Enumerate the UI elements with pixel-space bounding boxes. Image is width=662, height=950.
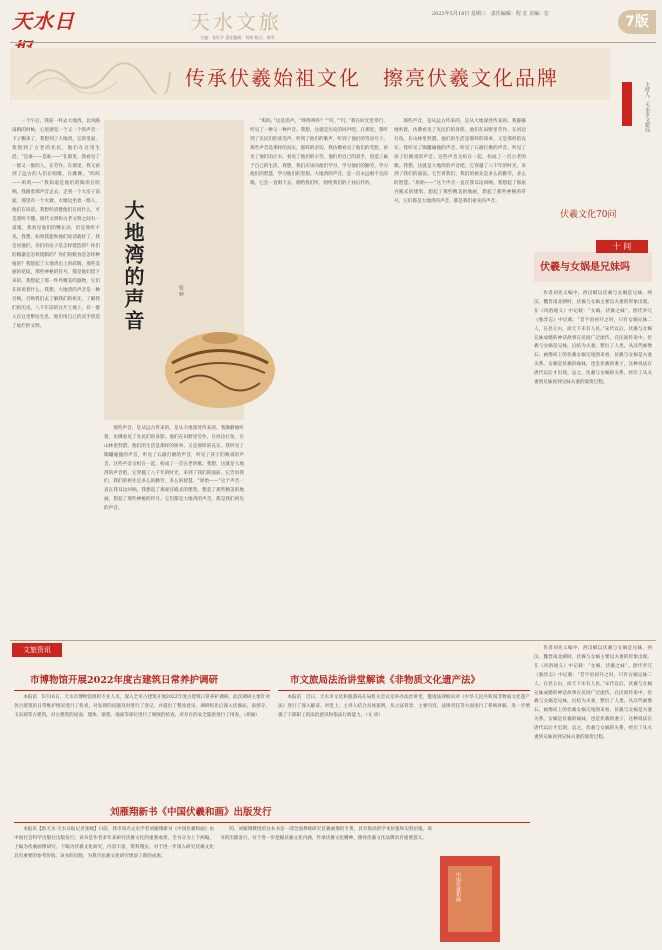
page-number-badge: 7版	[618, 10, 656, 34]
right-article-continued	[534, 645, 652, 945]
news-headline-2: 市文旅局法治讲堂解读《非物质文化遗产法》	[290, 675, 481, 686]
news-section-tag: 文旅资讯	[12, 643, 62, 657]
right-section-title: 伏羲文化70问	[560, 210, 617, 220]
news-text-4	[220, 826, 432, 944]
news-text-4-body: 的，刘雁翔教授的这本书是一部全面系统研究伏羲画像的专著，具有很高的学术价值和史料价值。该书的出版发行，对于进一步挖掘伏羲文化内涵，传承伏羲文化精神，擦亮伏羲文化品牌具有重要意义。	[220, 827, 432, 841]
editor-credits: 责任编辑：程 宏 美编：宏	[490, 11, 550, 17]
header-date-editors	[432, 10, 622, 17]
banner-title: 传承伏羲始祖文化 擦亮伏羲文化品牌	[185, 66, 559, 90]
column-red-mark	[622, 82, 632, 126]
article-col-1	[12, 118, 100, 638]
article-col-4	[394, 118, 526, 638]
right-article-text: 作者刘先义编中，西汉赋以伏羲与女娲是兄妹，两汉、魏晋南北朝时，伏羲与女娲主要以夫妻的形象出现。在《风俗通义》中记载：“女娲，伏羲之妹”。唐代李冗《独异志》中记载：“昔宇宙初开之时，只有女娲兄妹二人，在昆仑山，而天下未有人民。”宋代以后，伏羲与女娲兄妹成婚的神话故事在民间广泛流传。在民间传说中，伏羲与女娲是兄妹，后结为夫妻，繁衍了人类。从汉代画像石、画像砖上的伏羲女娲交尾图来看，伏羲与女娲是夫妻关系。女娲是伏羲的妹妹，也是伏羲的妻子，这种说法在唐代以后才出现。总之，伏羲与女娲的关系，经历了从夫妻到兄妹再到兄妹夫妻的演变过程。	[534, 291, 652, 386]
feature-title: 大地湾的声音	[121, 200, 145, 332]
article-col-3	[250, 118, 388, 638]
right-headline: 伏羲与女娲是兄妹吗	[540, 262, 630, 273]
right-article-continued-text: 作者刘先义编中，西汉赋以伏羲与女娲是兄妹，两汉、魏晋南北朝时，伏羲与女娲主要以夫妻的形象出现。在《风俗通义》中记载：“女娲，伏羲之妹”。唐代李冗《独异志》中记载：“昔宇宙初开之时，只有女娲兄妹二人，在昆仑山，而天下未有人民。”宋代以后，伏羲与女娲兄妹成婚的神话故事在民间广泛流传。在民间传说中，伏羲与女娲是兄妹，后结为夫妻，繁衍了人类。从汉代画像石、画像砖上的伏羲女娲交尾图来看，伏羲与女娲是夫妻关系。女娲是伏羲的妹妹，也是伏羲的妻子，这种说法在唐代以后才出现。总之，伏羲与女娲的关系，经历了从夫妻到兄妹再到兄妹夫妻的演变过程。	[534, 646, 652, 741]
article-col-4-text: 那些声音，是从远古传来的，是从大地深处传来的。我静静地听着，仿佛看见了先民们的身影。他们在田野里劳作，在河边打鱼，在山林里狩猎。他们的生活是那样的简单，又是那样的充实。我听见了陶罐碰撞的声音，听见了石器打磨的声音，听见了孩子们嬉戏的声音。这些声音交织在一起，构成了一首古老的歌。我想，这就是大地湾的声音吧。它穿越了八千年的时光，来到了我们的面前。它告诉我们，我们的祖先是多么的勤劳，多么的智慧。“原始——”这个声音一直在我耳边回响。我想起了那座宫殿式的建筑，想起了那些精美的地画，想起了那些神秘的符号。它们都是大地湾的声音，都是我们祖先的声音。	[394, 119, 526, 205]
headline-2-rule	[278, 690, 530, 691]
masthead-logo: 天水日	[12, 9, 75, 33]
news-headline-3: 刘雁翔新书《中国伏羲和画》出版发行	[110, 807, 272, 818]
article-col-2-text: 那些声音，是从远古传来的，是从大地深处传来的。我静静地听着，仿佛看见了先民们的身影。他们在田野里劳作，在河边打鱼，在山林里狩猎。他们的生活是那样的简单，又是那样的充实。我听见了陶罐碰撞的声音，听见了石器打磨的声音，听见了孩子们嬉戏的声音。这些声音交织在一起，构成了一首古老的歌。我想，这就是大地湾的声音吧。它穿越了八千年的时光，来到了我们的面前。它告诉我们，我们的祖先是多么的勤劳，多么的智慧。“原始——”这个声音一直在我耳边回响。我想起了那座宫殿式的建筑，想起了那些精美的地画，想起了那些神秘的符号。它们都是大地湾的声音，都是我们祖先的声音。	[104, 426, 244, 512]
news-text-3-body: 本报讯【新天水·天水日报记者张峻】日前，我市知名文史学者刘雁翔新书《中国伏羲和画》由中国社会科学出版社出版发行。该书是作者多年来研究伏羲文化的重要成果，全书分为上下两编，上编为伏羲画像研究，下编为伏羲文化研究，内容丰富，资料翔实，对于进一步深入研究伏羲文化具有重要的参考价值。该书的出版，为我市伏羲文化研究增添了新的成果。	[14, 827, 214, 859]
column-host-label: 主持人：天水市文旅局	[644, 82, 650, 132]
headline-3-rule	[14, 822, 530, 823]
news-text-2	[278, 694, 530, 790]
section-subinfo: 主编：张红平 责任编辑：刘伟 版式：周雪	[200, 35, 275, 40]
news-text-1	[14, 694, 270, 790]
issue-date: 2022年5月18日 星期三	[432, 11, 486, 17]
news-headline-1: 市博物馆开展2022年度古建筑日常养护调研	[30, 675, 218, 686]
article-col-3-text: “呜呜，”这是埙声。“咚咚咚咚？”“叮，”“叮，”我在时光里穿行，听见了一种又一种声音。我想，这就是历史的回声吧。在那里，我听到了先民们的欢笑声，听到了他们的歌声，听到了他们的劳动号子。那些声音是那样的真实，那样的亲切。我仿佛看见了他们的笑脸，看见了他们的汗水，看见了他们的辛劳。他们用自己的双手，创造了属于自己的生活。我想，我们应该向他们学习，学习他们的勤劳，学习他们的智慧，学习他们的坚韧。大地湾的声音，是一首永远唱不完的歌。它会一直唱下去，唱给我们听，唱给我们的子孙后代听。	[250, 119, 388, 187]
feature-byline: 张 岭	[178, 285, 184, 297]
book-cover-title: 中国伏羲和画	[455, 872, 461, 902]
news-text-3	[14, 826, 214, 944]
news-text-1-body: 本报讯 5月16日，天水市博物馆组织专业人员，深入全市古建筑开展2022年度古建筑日常养护调研。此次调研主要针对各古建筑的日常维护情况进行了检查，对发现的问题及时进行了登记，并提出了整改意见。调研组先后深入伏羲庙、南郭寺、玉泉观等古建筑，对古建筑的屋面、墙体、梁架、地面等部位进行了细致的检查，对存在的安全隐患进行了排查。（胡丽）	[14, 695, 270, 718]
article-col-1-text: 一个午后，我前一样去大地湾。北风路南路的时候，心里感觉一个又一个的声音一下子飘来了，我想到了大地湾，它的里面，我想到了古老的先民，他们在这里生活。“是谁——是谁——”在那里，我看见了一群又一群的人，在劳作。在那里，我又看到了远古的人们在唱歌，在跳舞。“呜呜——呜呜——”我知道是他们的陶埙在吹响。我跟着那声音走去，走到一个大房子前面，那里有一个火塘，火塘边坐着一群人，他们在说话。我想听清楚他们在说什么，可是我听不懂。现代文明和古老文明之间有一道墙，我看见他们的嘴在动，但是我听不见。我想，如果我能和他们说话就好了。我会问他们，你们的房子是怎样建造的？你们的陶器是怎样烧制的？你们的粮食是怎样种植的？我想起了大地湾出土的彩陶，那些美丽的花纹，那些神秘的符号，都是他们留下来的。我想起了那一件件精美的器物，它们在诉说着什么。我想，大地湾的声音是一种召唤，召唤我们去了解我们的祖先，了解我们的历史。八千年前的这片土地上，有一群人在这里繁衍生息，他们用自己的双手创造了灿烂的文明。	[12, 119, 100, 329]
article-col-2	[104, 425, 244, 637]
news-text-2-body: 本报讯 近日，天水市文化和旅游局在局机关会议室举办法治讲堂，邀请法律顾问对《中华人民共和国非物质文化遗产法》进行了深入解读。讲堂上，主讲人结合具体案例，从立法背景、主要内容、法律责任等方面进行了系统讲解，进一步增强了干部职工的法治意识和依法行政能力。（文 涛）	[278, 695, 530, 718]
section-title: 天水文旅	[190, 10, 282, 34]
right-article	[534, 290, 652, 636]
headline-1-rule	[14, 690, 270, 691]
header-rule	[10, 42, 656, 43]
cloud-ornament-icon	[22, 54, 172, 94]
question-number-tag: 十 问	[596, 240, 648, 253]
section-divider	[10, 640, 656, 641]
